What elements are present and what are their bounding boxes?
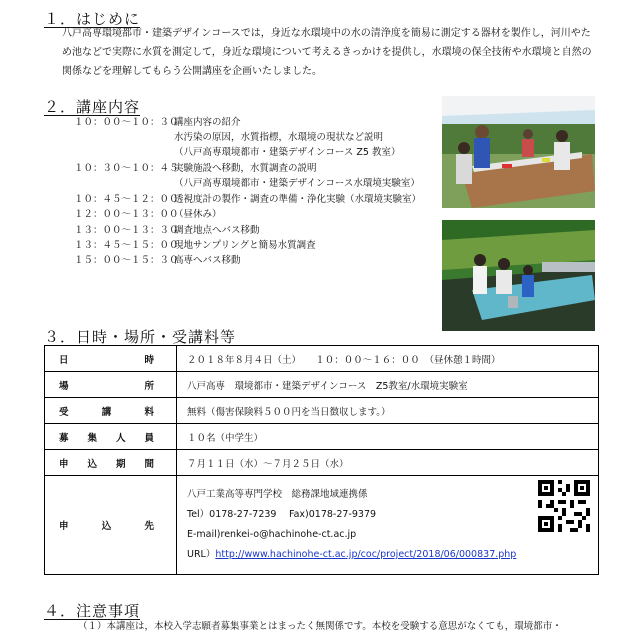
value-capacity: １０名（中学生） [177,424,599,450]
contact-email[interactable]: E-mail)renkei-o@hachinohe-ct.ac.jp [187,529,357,540]
table-row [45,398,599,424]
contact-cell [177,476,599,575]
contact-org: 八戸工業高等専門学校 総務課地域連携係 [187,489,368,500]
schedule-time: １３：４５〜１５：００ [74,240,179,251]
schedule-desc: 調査地点へバス移動 [174,225,260,236]
contact-phone: Tel）0178-27-7239 Fax)0178-27-9379 [187,509,377,520]
schedule-time: １５：００〜１５：３０ [74,255,179,266]
schedule-desc: 現地サンプリングと簡易水質調査 [174,240,316,251]
table-row [45,372,599,398]
value-fee: 無料（傷害保険料５００円を当日徴収します。） [177,398,599,424]
section4-heading: ４．注意事項 [44,602,141,620]
info-table [44,345,599,575]
label-capacity: 募集人員 [45,424,177,450]
workshop-photo [442,96,595,208]
schedule-desc: （昼休み） [174,209,222,220]
label-date: 日時 [45,346,177,372]
value-place: 八戸高専 環境都市・建築デザインコース Z5教室/水環境実験室 [177,372,599,398]
section2-heading: ２．講座内容 [44,98,141,116]
section3-heading: ３．日時・場所・受講料等 [44,328,237,346]
table-row [45,450,599,476]
schedule-time: １０：００〜１０：３０ [74,117,179,128]
value-period: ７月１１日（水）〜７月２５日（水） [177,450,599,476]
section1-body: 八戸高専環境都市・建築デザインコースでは，身近な水環境中の水の清浄度を簡易に測定する器材を製作し，河川やため池などで実際に水質を測定して，身近な環境について考えるきっかけを提供し，水環境の保全技術や水環境と自然の関係などを理解してもらう公開講座を企画いたしました。 [62,28,592,77]
table-row [45,346,599,372]
schedule-desc: 講座内容の紹介 水汚染の原因，水質指標，水環境の現状など説明 （八戸高専環境都市・建築デザインコース Z5 教室） [174,117,401,158]
label-contact: 申込先 [45,476,177,575]
value-date: ２０１８年８月４日（土） １０：００〜１６：００ （昼休憩１時間） [177,346,599,372]
table-row [45,476,599,575]
schedule-time: １２：００〜１３：００ [74,209,179,220]
section1-heading: １．はじめに [44,10,141,28]
label-place: 場所 [45,372,177,398]
schedule-time: １３：００〜１３：３０ [74,225,179,236]
schedule-time: １０：４５〜１２：００ [74,194,179,205]
label-fee: 受講料 [45,398,177,424]
contact-url-line: URL）http://www.hachinohe-ct.ac.jp/coc/project/2018/06/000837.php [187,549,517,560]
qr-code-icon [538,480,590,532]
schedule-desc: 高専へバス移動 [174,255,241,266]
label-period: 申込期間 [45,450,177,476]
schedule-time: １０：３０〜１０：４５ [74,163,179,174]
field-sampling-photo [442,220,595,331]
table-row [45,424,599,450]
note-1: （１）本講座は，本校入学志願者募集事業とはまったく無関係です。本校を受験する意思がなくても，環境都市・ [78,621,562,632]
contact-url-link[interactable]: http://www.hachinohe-ct.ac.jp/coc/project/2018/06/000837.php [215,549,517,560]
schedule-desc: 実験施設へ移動，水質調査の説明 （八戸高専環境都市・建築デザインコース水環境実験室） [174,163,420,189]
schedule-desc: 透視度計の製作・調査の準備・浄化実験（水環境実験室） [174,194,422,205]
